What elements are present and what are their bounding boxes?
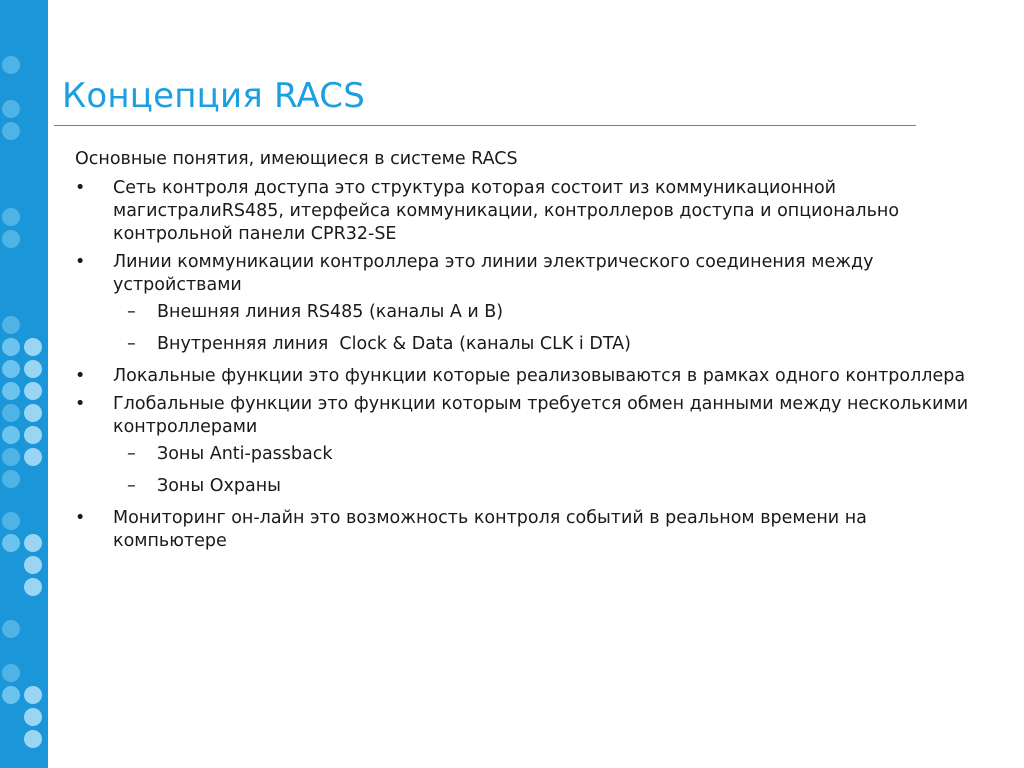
sub-list-item bbox=[113, 301, 975, 324]
decor-dot-icon bbox=[2, 470, 20, 488]
bullet-text: Мониторинг он-лайн это возможность контроля событий в реальном времени на компьютере bbox=[113, 508, 867, 551]
decor-dot-icon bbox=[2, 426, 20, 444]
decor-dot-icon bbox=[24, 404, 42, 422]
list-item bbox=[75, 365, 975, 388]
decorative-side-strip bbox=[0, 0, 48, 768]
bullet-marker: • bbox=[75, 366, 86, 386]
sub-marker: – bbox=[127, 334, 136, 354]
sub-text: Зоны Anti-passback bbox=[157, 444, 333, 464]
list-item bbox=[75, 507, 975, 553]
slide-body bbox=[75, 148, 975, 558]
sub-marker: – bbox=[127, 444, 136, 464]
decor-dot-icon bbox=[2, 100, 20, 118]
list-item bbox=[75, 393, 975, 498]
slide-title: Концепция RACS bbox=[62, 76, 365, 116]
decor-dot-icon bbox=[2, 382, 20, 400]
decor-dot-icon bbox=[24, 730, 42, 748]
decor-dot-icon bbox=[24, 578, 42, 596]
decor-dot-icon bbox=[24, 708, 42, 726]
decor-dot-icon bbox=[2, 404, 20, 422]
decor-dot-icon bbox=[2, 512, 20, 530]
bullet-text: Линии коммуникации контроллера это линии электрического соединения между устройствами bbox=[113, 252, 874, 295]
decor-dot-icon bbox=[2, 316, 20, 334]
decor-dot-icon bbox=[24, 360, 42, 378]
bullet-text: Глобальные функции это функции которым требуется обмен данными между несколькими контроллерами bbox=[113, 394, 969, 437]
sub-text: Зоны Охраны bbox=[157, 476, 281, 496]
decor-dot-icon bbox=[2, 686, 20, 704]
sub-list-item bbox=[113, 333, 975, 356]
intro-text: Основные понятия, имеющиеся в системе RACS bbox=[75, 149, 518, 169]
decor-dot-icon bbox=[24, 686, 42, 704]
decor-dot-icon bbox=[24, 338, 42, 356]
decor-dot-icon bbox=[2, 360, 20, 378]
sub-list-item bbox=[113, 443, 975, 466]
sub-list bbox=[113, 443, 975, 498]
decor-dot-icon bbox=[2, 208, 20, 226]
decor-dot-icon bbox=[2, 56, 20, 74]
decor-dot-icon bbox=[24, 382, 42, 400]
bullet-marker: • bbox=[75, 252, 86, 272]
decor-dot-icon bbox=[2, 534, 20, 552]
sub-text: Внешняя линия RS485 (каналы A и B) bbox=[157, 302, 504, 322]
decor-dot-icon bbox=[24, 556, 42, 574]
sub-marker: – bbox=[127, 476, 136, 496]
decor-dot-icon bbox=[2, 620, 20, 638]
sub-list bbox=[113, 301, 975, 356]
bullet-text: Локальные функции это функции которые реализовываются в рамках одного контроллера bbox=[113, 366, 966, 386]
bullet-text: Сеть контроля доступа это структура которая состоит из коммуникационной магистралиRS485, итерфейса коммуникации, контроллеров доступа и опционально контрольной панели CPR32-SE bbox=[113, 178, 900, 244]
decor-dot-icon bbox=[24, 448, 42, 466]
list-item bbox=[75, 251, 975, 356]
decor-dot-icon bbox=[2, 338, 20, 356]
bullet-marker: • bbox=[75, 508, 86, 528]
decor-dot-icon bbox=[24, 534, 42, 552]
decor-dot-icon bbox=[2, 122, 20, 140]
bullet-list bbox=[75, 177, 975, 553]
bullet-marker: • bbox=[75, 394, 86, 414]
sub-list-item bbox=[113, 475, 975, 498]
decor-dot-icon bbox=[2, 664, 20, 682]
decor-dot-icon bbox=[2, 230, 20, 248]
decor-dot-icon bbox=[24, 426, 42, 444]
title-divider bbox=[54, 125, 916, 126]
list-item bbox=[75, 177, 975, 246]
bullet-marker: • bbox=[75, 178, 86, 198]
sub-marker: – bbox=[127, 302, 136, 322]
sub-text: Внутренняя линия Clock & Data (каналы CLK i DTA) bbox=[157, 334, 631, 354]
decor-dot-icon bbox=[2, 448, 20, 466]
